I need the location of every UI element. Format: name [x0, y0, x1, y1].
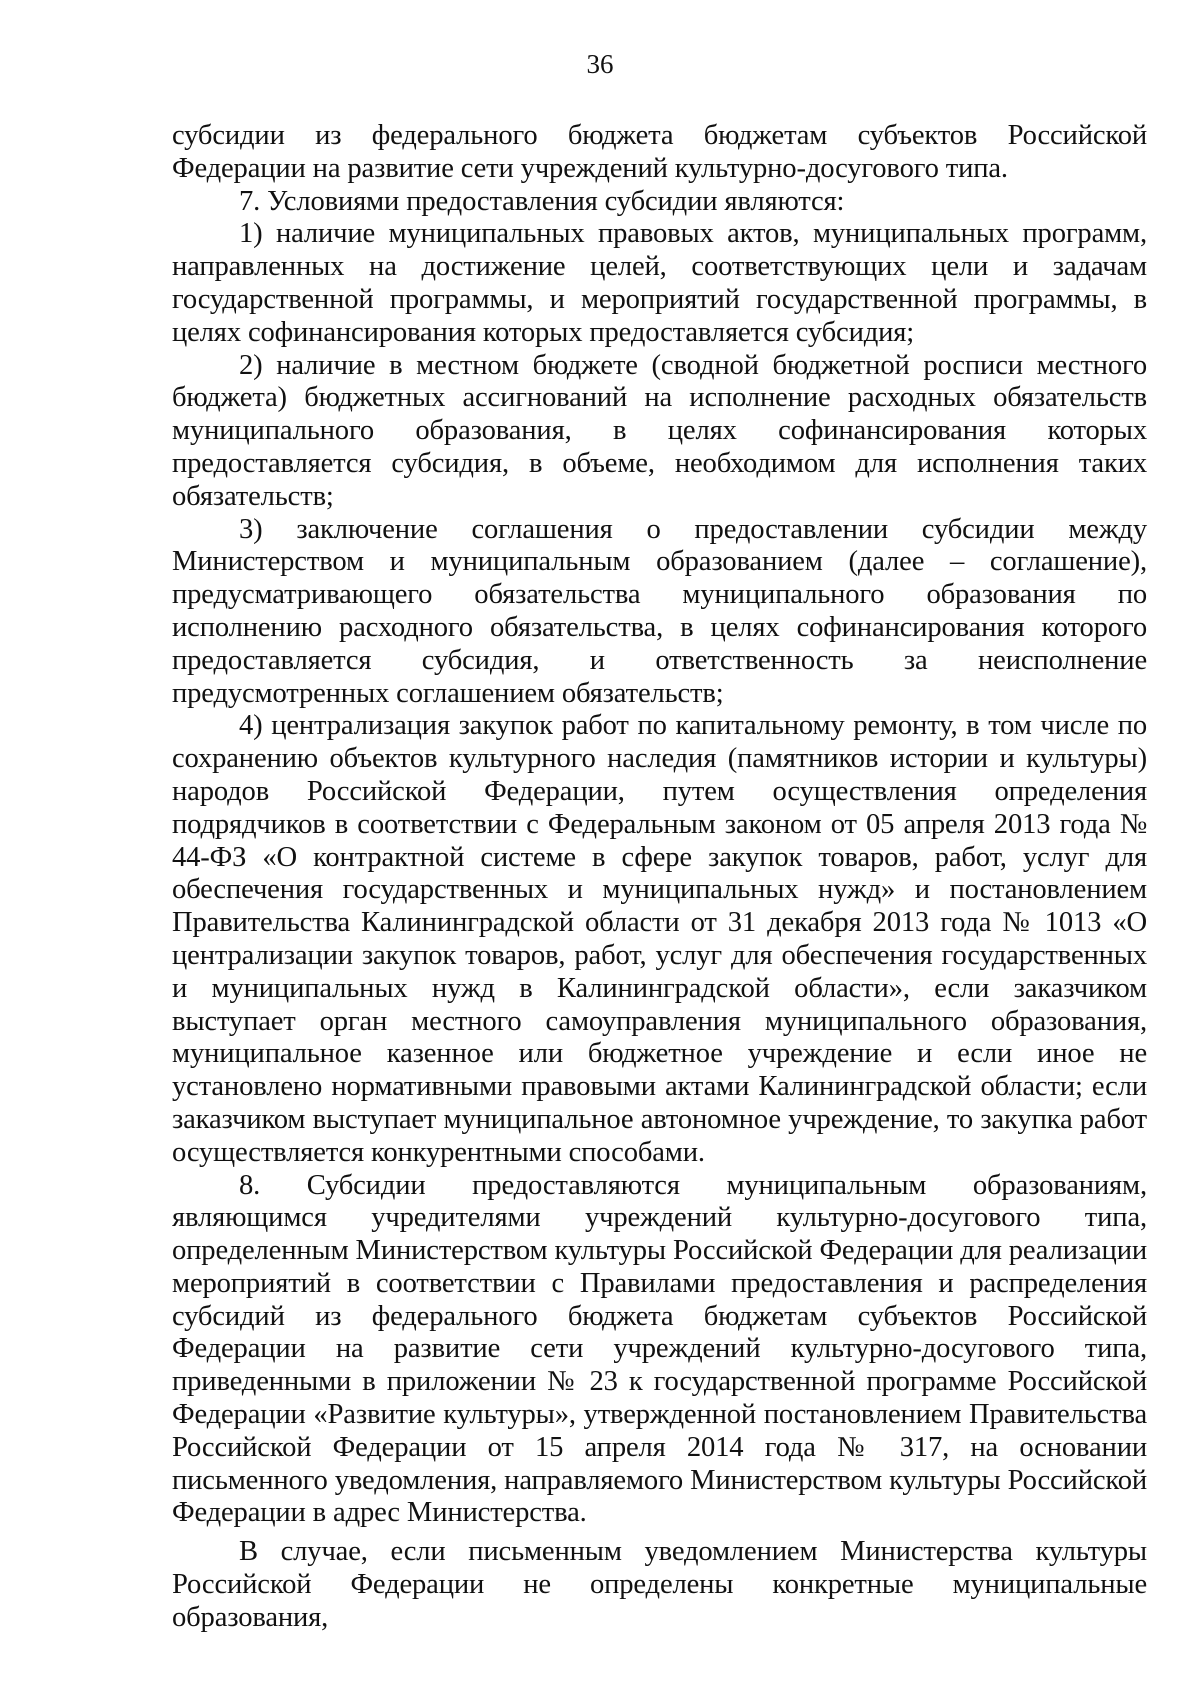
paragraph-case: В случае, если письменным уведомлением Министерства культуры Российской Федерации не определены конкретные муниципальные образования,: [172, 1536, 1147, 1633]
paragraph-subitem-4: 4) централизация закупок работ по капитальному ремонту, в том числе по сохранению объектов культурного наследия (памятников истории и культуры) народов Российской Федерации, путем осуществления определения подрядчиков в соответствии с Федеральным законом от 05 апреля 2013 года № 44-ФЗ «О контрактной системе в сфере закупок товаров, работ, услуг для обеспечения государственных и муниципальных нужд» и постановлением Правительства Калининградской области от 31 декабря 2013 года № 1013 «О централизации закупок товаров, работ, услуг для обеспечения государственных и муниципальных нужд в Калининградской области», если заказчиком выступает орган местного самоуправления муниципального образования, муниципальное казенное или бюджетное учреждение и если иное не установлено нормативными правовыми актами Калининградской области; если заказчиком выступает муниципальное автономное учреждение, то закупка работ осуществляется конкурентными способами.: [172, 710, 1147, 1168]
paragraph-subitem-2: 2) наличие в местном бюджете (сводной бюджетной росписи местного бюджета) бюджетных ассигнований на исполнение расходных обязательств муниципального образования, в целях софинансирования которых предоставляется субсидия, в объеме, необходимом для исполнения таких обязательств;: [172, 349, 1147, 512]
document-body: [172, 120, 1147, 1635]
page-number: 36: [586, 49, 614, 79]
paragraph-item-7: 7. Условиями предоставления субсидии являются:: [239, 185, 845, 217]
paragraph-continuation: субсидии из федерального бюджета бюджетам субъектов Российской Федерации на развитие сети учреждений культурно-досугового типа.: [172, 120, 1147, 184]
paragraph-subitem-1: 1) наличие муниципальных правовых актов, муниципальных программ, направленных на достижение целей, соответствующих цели и задачам государственной программы, и мероприятий государственной программы, в целях софинансирования которых предоставляется субсидия;: [172, 218, 1147, 348]
paragraph-subitem-3: 3) заключение соглашения о предоставлении субсидии между Министерством и муниципальным образованием (далее – соглашение), предусматривающего обязательства муниципального образования по исполнению расходного обязательства, в целях софинансирования которого предоставляется субсидия, и ответственность за неисполнение предусмотренных соглашением обязательств;: [172, 513, 1147, 709]
paragraph-item-8: 8. Субсидии предоставляются муниципальным образованиям, являющимся учредителями учреждений культурно-досугового типа, определенным Министерством культуры Российской Федерации для реализации мероприятий в соответствии с Правилами предоставления и распределения субсидий из федерального бюджета бюджетам субъектов Российской Федерации на развитие сети учреждений культурно-досугового типа, приведенными в приложении № 23 к государственной программе Российской Федерации «Развитие культуры», утвержденной постановлением Правительства Российской Федерации от 15 апреля 2014 года № 317, на основании письменного уведомления, направляемого Министерством культуры Российской Федерации в адрес Министерства.: [172, 1169, 1147, 1529]
